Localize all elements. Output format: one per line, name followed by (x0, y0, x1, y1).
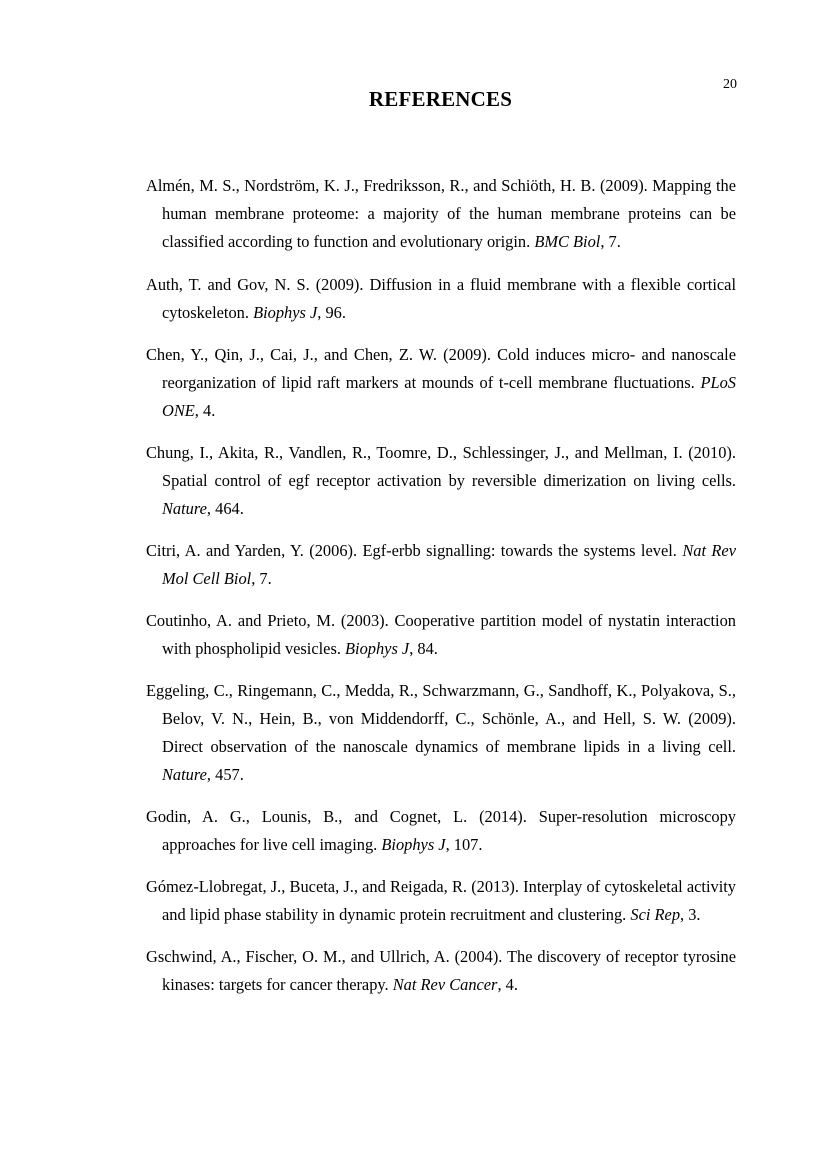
reference-text: Gschwind, A., Fischer, O. M., and Ullrich, A. (2004). The discovery of receptor tyrosine kinases: targets for cancer therapy. (146, 947, 736, 994)
reference-item (146, 172, 736, 256)
reference-item (146, 803, 736, 859)
reference-journal: Biophys J (381, 835, 446, 854)
reference-volume: , 457. (206, 765, 244, 784)
reference-volume: , 3. (680, 905, 701, 924)
reference-item (146, 537, 736, 593)
reference-text: Godin, A. G., Lounis, B., and Cognet, L. (2014). Super-resolution microscopy approaches for live cell imaging. (146, 807, 736, 854)
reference-volume: , 7. (251, 569, 272, 588)
reference-item (146, 943, 736, 999)
reference-text: Citri, A. and Yarden, Y. (2006). Egf-erbb signalling: towards the systems level. (146, 541, 677, 560)
reference-volume: , 96. (317, 303, 346, 322)
reference-list (146, 172, 736, 1013)
reference-item (146, 341, 736, 425)
reference-journal: Nature (162, 765, 207, 784)
page-number: 20 (723, 77, 737, 92)
reference-journal: Nature (162, 499, 207, 518)
reference-item (146, 607, 736, 663)
reference-text: Coutinho, A. and Prieto, M. (2003). Cooperative partition model of nystatin interaction with phospholipid vesicles. (146, 611, 736, 658)
reference-text: Eggeling, C., Ringemann, C., Medda, R., Schwarzmann, G., Sandhoff, K., Polyakova, S., Belov, V. N., Hein, B., von Middendorff, C., Schönle, A., and Hell, S. W. (2009). Direct observation of the nanoscale dynamics of membrane lipids in a living cell. (146, 681, 736, 756)
page-title: REFERENCES (368, 87, 513, 111)
reference-volume: , 4. (194, 401, 216, 420)
reference-text: Almén, M. S., Nordström, K. J., Fredriksson, R., and Schiöth, H. B. (2009). Mapping the human membrane proteome: a majority of the human membrane proteins can be classified according to function and evolutionary origin. (146, 176, 736, 251)
reference-item (146, 271, 736, 327)
reference-volume: , 84. (409, 639, 438, 658)
reference-item (146, 873, 736, 929)
reference-journal: Nat Rev Mol Cell Biol (162, 541, 736, 588)
reference-journal: BMC Biol (534, 232, 601, 251)
reference-text: Gómez-Llobregat, J., Buceta, J., and Reigada, R. (2013). Interplay of cytoskeletal activity and lipid phase stability in dynamic protein recruitment and clustering. (146, 877, 736, 924)
reference-journal: Nat Rev Cancer (392, 975, 498, 994)
reference-journal: Biophys J (345, 639, 410, 658)
reference-text: Chung, I., Akita, R., Vandlen, R., Toomre, D., Schlessinger, J., and Mellman, I. (2010). Spatial control of egf receptor activation by reversible dimerization on living cells. (146, 443, 736, 490)
reference-volume: , 7. (600, 232, 621, 251)
reference-journal: Sci Rep (630, 905, 681, 924)
reference-text: Auth, T. and Gov, N. S. (2009). Diffusion in a fluid membrane with a flexible cortical cytoskeleton. (146, 275, 736, 322)
reference-item (146, 439, 736, 523)
reference-journal: PLoS ONE (162, 373, 736, 420)
reference-text: Chen, Y., Qin, J., Cai, J., and Chen, Z. W. (2009). Cold induces micro- and nanoscale reorganization of lipid raft markers at mounds of t-cell membrane fluctuations. (146, 345, 736, 392)
reference-journal: Biophys J (253, 303, 318, 322)
reference-volume: , 107. (445, 835, 483, 854)
reference-volume: , 4. (497, 975, 518, 994)
reference-volume: , 464. (206, 499, 244, 518)
reference-item (146, 677, 736, 789)
